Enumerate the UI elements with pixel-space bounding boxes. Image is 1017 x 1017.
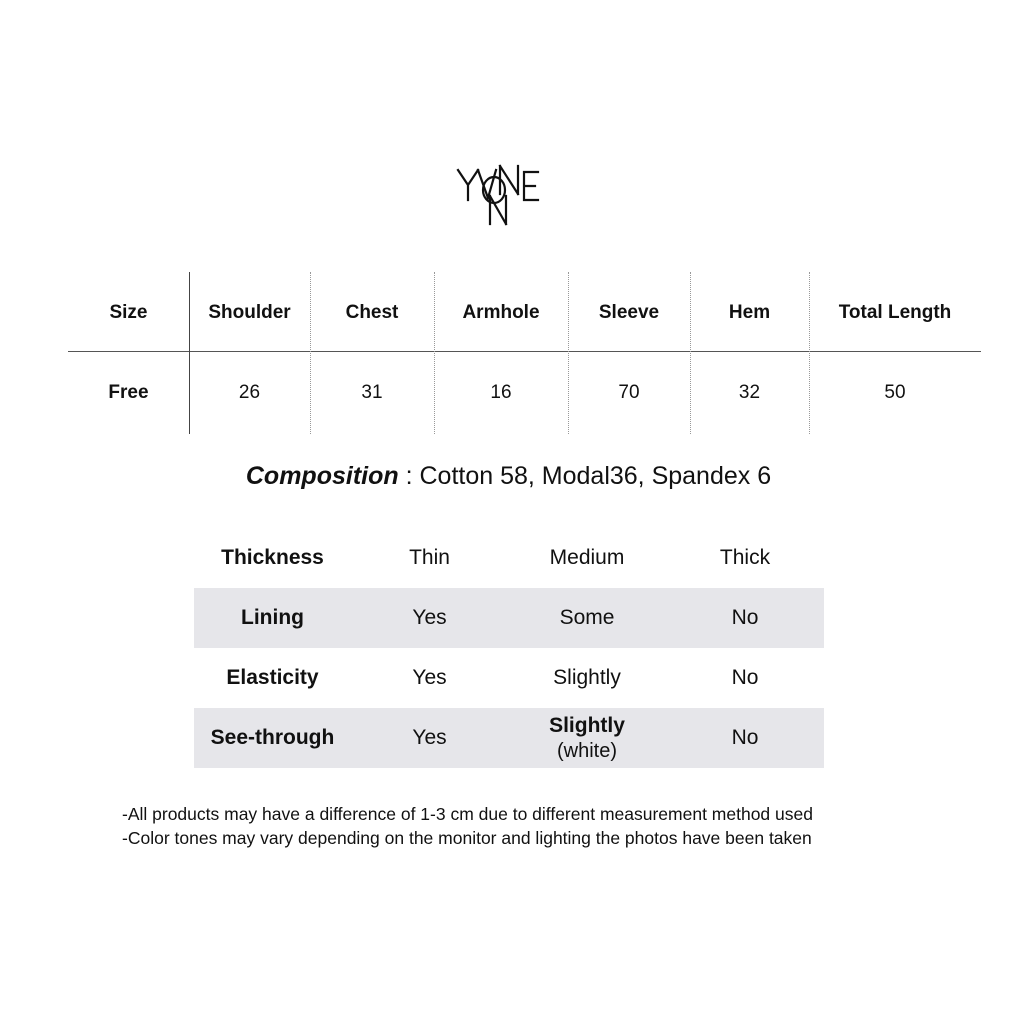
fabric-row-lining	[194, 588, 824, 648]
header-size: Size	[109, 302, 148, 323]
fabric-option: Thick	[719, 546, 771, 570]
sleeve-value: 70	[618, 382, 640, 403]
fabric-option-note: (white)	[556, 739, 617, 762]
fabric-option: No	[731, 726, 759, 750]
fabric-option: Some	[559, 606, 615, 630]
chest-value: 31	[361, 382, 383, 403]
fabric-attribute: See-through	[210, 726, 335, 750]
brand-logo	[448, 152, 568, 232]
header-total-length: Total Length	[838, 302, 952, 323]
composition-label: Composition	[245, 462, 399, 490]
fabric-option-selected: Medium	[549, 546, 625, 570]
header-hem: Hem	[728, 302, 771, 323]
fabric-option: Slightly	[553, 666, 621, 690]
fabric-option: Yes	[412, 726, 447, 750]
fabric-row-elasticity	[194, 648, 824, 708]
header-divider	[68, 351, 981, 352]
fabric-option: No	[731, 666, 759, 690]
armhole-value: 16	[490, 382, 512, 403]
fabric-attribute: Lining	[241, 606, 304, 630]
fabric-row-see-through	[194, 708, 824, 768]
shoulder-value: 26	[238, 382, 261, 403]
composition-line	[0, 462, 1017, 502]
fabric-option: Yes	[412, 606, 447, 630]
note-line: -Color tones may vary depending on the monitor and lighting the photos have been taken	[122, 828, 812, 848]
composition-separator: :	[398, 462, 420, 490]
composition-value: Cotton 58, Modal36, Spandex 6	[419, 462, 772, 490]
disclaimer-notes	[122, 802, 813, 850]
header-chest: Chest	[345, 302, 399, 323]
size-table	[68, 272, 981, 434]
header-shoulder: Shoulder	[208, 302, 291, 323]
fabric-attribute: Elasticity	[226, 666, 319, 690]
fabric-option-selected: Yes	[412, 666, 447, 690]
header-armhole: Armhole	[462, 302, 540, 323]
fabric-option-selected: No	[731, 606, 759, 630]
note-line: -All products may have a difference of 1-3 cm due to different measurement method used	[122, 804, 813, 824]
fabric-table	[194, 528, 824, 768]
fabric-attribute: Thickness	[221, 546, 324, 570]
size-value: Free	[108, 382, 149, 403]
total-length-value: 50	[884, 382, 906, 403]
brand-logo-mark	[448, 152, 568, 232]
hem-value: 32	[738, 382, 761, 403]
fabric-option-selected: Slightly	[549, 714, 625, 738]
header-sleeve: Sleeve	[598, 302, 660, 323]
fabric-option: Thin	[409, 546, 450, 570]
fabric-row-thickness	[194, 528, 824, 588]
fabric-option-selected-cell	[508, 708, 666, 768]
